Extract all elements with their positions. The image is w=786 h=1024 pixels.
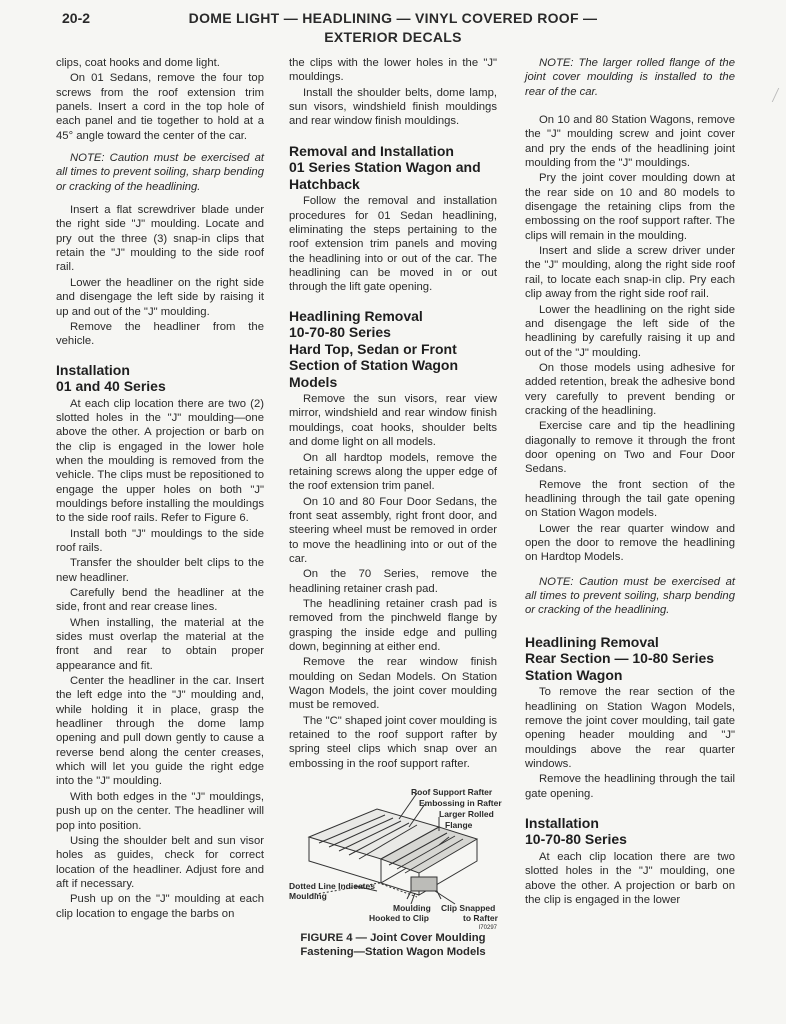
figure-label: Moulding [289,891,327,902]
caution-note: NOTE: Caution must be exercised at all times to prevent soiling, sharp bending or cracking of the headlining. [56,152,264,193]
paragraph: Install the shoulder belts, dome lamp, sun visors, windshield finish mouldings and rear window finish mouldings. [289,86,497,128]
paragraph: Lower the headliner on the right side and disengage the left side by raising it up and out of the "J" moulding. [56,276,264,318]
paragraph: On 01 Sedans, remove the four top screws from the roof extension trim panels. Insert a cord in the top hole of each panel and tie together to hold at a 45° angle toward the center of the car. [56,72,264,142]
paragraph: clips, coat hooks and dome light. [56,57,220,69]
page-title-line-1: DOME LIGHT — HEADLINING — VINYL COVERED ROOF — [188,10,598,26]
figure-label: Embossing in Rafter [419,798,502,809]
paragraph: Follow the removal and installation procedures for 01 Sedan headlining, eliminating the steps pertaining to the roof extension trim panels and moving the headlining into or out of the car. The headlining can be moved in or out through the lift gate opening. [289,195,497,294]
paragraph: Remove the rear window finish moulding on Sedan Models. On Station Wagon Models, the joint cover moulding must be removed. [289,656,497,712]
paragraph: Push up on the "J" moulding at each clip location to engage the barbs on [56,893,264,920]
paragraph: Carefully bend the headliner at the side, front and rear crease lines. [56,587,264,614]
figure-caption: FIGURE 4 — Joint Cover Moulding Fastening—Station Wagon Models [300,932,486,959]
section-heading: Headlining Removal Rear Section — 10-80 Series Station Wagon [525,633,715,683]
paragraph: Remove the headlining through the tail gate opening. [525,773,735,800]
paragraph: To remove the rear section of the headlining on Station Wagon Models, remove the joint cover moulding, tail gate opening header moulding and "J" mouldings above the rear quarter windows. [525,686,735,770]
figure-4-diagram [289,787,502,924]
section-heading: Removal and Installation 01 Series Station Wagon and Hatchback [289,142,481,192]
page-title-line-2: EXTERIOR DECALS [324,29,462,45]
paragraph: the clips with the lower holes in the "J" mouldings. [289,57,497,84]
paragraph: At each clip location there are two (2) slotted holes in the "J" moulding—one above the other. A projection or barb on the clip is engaged in the lower hole when the moulding is removed from the vehicle. The clips must be repositioned to engage the upper holes on both "J" mouldings before installing the mouldings to the side roof rails. Refer to Figure 6. [56,397,264,525]
section-heading: Headlining Removal 10-70-80 Series Hard Top, Sedan or Front Section of Station Wagon Models [289,307,459,390]
paragraph: On the 70 Series, remove the headlining retainer crash pad. [289,568,497,595]
paragraph: On all hardtop models, remove the retaining screws along the upper edge of the roof extension trim panel. [289,451,497,493]
column-1 [56,56,264,922]
page-header [0,8,786,48]
paragraph: Lower the headlining on the right side and disengage the left side of the headlining by carefully raising it up and out of the "J" moulding. [525,303,735,359]
paragraph: Transfer the shoulder belt clips to the new headliner. [56,557,264,584]
figure-label: Hooked to Clip [369,913,429,924]
page-number: 20-2 [62,10,91,26]
paragraph: The "C" shaped joint cover moulding is retained to the roof support rafter by spring steel clips which snap over an embossing in the roof support rafter. [289,714,497,770]
paragraph: Remove the front section of the headlining through the tail gate opening on Station Wagon models. [525,478,735,520]
margin-mark [772,88,782,102]
paragraph: Remove the headliner from the vehicle. [56,320,264,348]
paragraph: Remove the sun visors, rear view mirror, windshield and rear window finish mouldings, coat hooks, shoulder belts and dome light on all models. [289,393,497,449]
figure-label: Dotted Line Indicates [289,881,375,892]
section-heading: Installation 01 and 40 Series [56,361,166,395]
paragraph: The headlining retainer crash pad is removed from the pinchweld flange by grasping the inside edge and pulling down, beginning at either end. [289,597,497,653]
paragraph: When installing, the material at the sides must overlap the material at the front and rear to obtain proper appearance and fit. [56,616,264,672]
paragraph: Lower the rear quarter window and open the door to remove the headlining on Hardtop Models. [525,522,735,564]
paragraph: On 10 and 80 Station Wagons, remove the "J" moulding screw and joint cover and pry the ends of the headlining joint moulding from the "J" mouldings. [525,114,735,170]
paragraph: Center the headliner in the car. Insert the left edge into the "J" moulding and, while holding it in place, grasp the headliner through the dome lamp opening and pull down gently to cause a reverse bend along the center creases, which will let you guide the right edge into the "J" moulding. [56,675,264,788]
paragraph: On those models using adhesive for added retention, break the adhesive bond very carefully to prevent bending or cracking of the headlining. [525,361,735,417]
paragraph: Pry the joint cover moulding down at the rear side on 10 and 80 models to disengage the retaining clips from the embossing on the roof support rafter. The clips will remain in the moulding. [525,172,735,242]
paragraph: Insert and slide a screw driver under the "J" moulding, along the right side roof rail, to locate each snap-in clip. Pry each clip away from the right side roof rail. [525,245,735,301]
caution-note: NOTE: Caution must be exercised at all times to prevent soiling, sharp bending or cracking of the headlining. [525,575,735,617]
paragraph: At each clip location there are two slotted holes in the "J" moulding, one above the other. A projection or barb on the clip is engaged in the lower [525,850,735,906]
column-2 [289,56,502,959]
figure-label: Flange [445,820,473,831]
paragraph: On 10 and 80 Four Door Sedans, the front seat assembly, right front door, and steering wheel must be removed in order to move the headlining into or out of the car. [289,495,497,565]
figure-label: Clip Snapped [441,903,496,914]
figure-label: to Rafter [463,913,498,924]
paragraph: With both edges in the "J" mouldings, push up on the center. The headliner will pop into position. [56,790,264,832]
paragraph: Using the shoulder belt and sun visor holes as guides, check for correct location of the headliner. Adjust fore and aft if necessary. [56,834,264,890]
paragraph: Insert a flat screwdriver blade under the right side "J" moulding. Locate and pry out the three (3) snap-in clips that retain the "J" moulding to the side roof rail. [56,204,264,274]
paragraph: Exercise care and tip the headlining diagonally to remove it through the front door opening on Two and Four Door Sedans. [525,420,735,476]
note: NOTE: The larger rolled flange of the joint cover moulding is installed to the rear of the car. [525,57,735,98]
figure-label: Moulding [393,903,431,914]
figure-id: I70297 [478,925,497,932]
paragraph: Install both "J" mouldings to the side roof rails. [56,527,264,554]
figure-label: Roof Support Rafter [411,787,493,798]
figure-label: Larger Rolled [439,809,494,820]
section-heading: Installation 10-70-80 Series [525,814,627,848]
column-3 [525,56,735,908]
